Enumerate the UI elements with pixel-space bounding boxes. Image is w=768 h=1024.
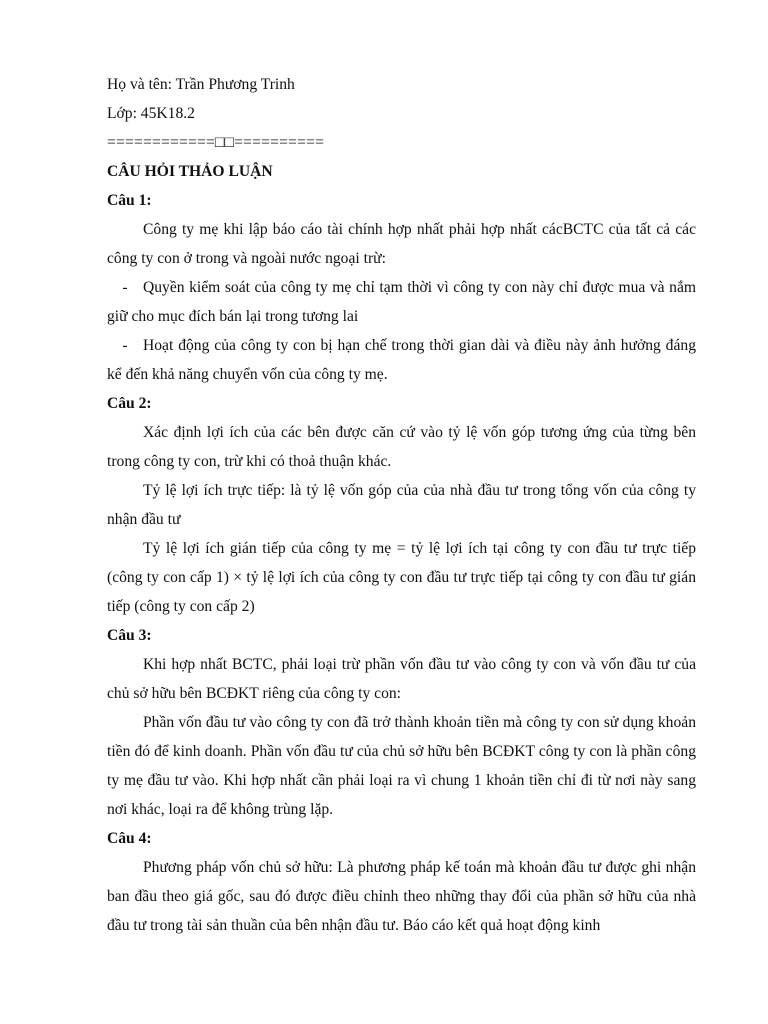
question-2-paragraph-1: Xác định lợi ích của các bên được căn cứ vào tỷ lệ vốn góp tương ứng của từng bên trong công ty con, trừ khi có thoả thuận khác. [107,424,696,470]
class-line: Lớp: 45K18.2 [107,105,195,122]
question-2-heading: Câu 2: [107,395,152,412]
bullet-1-text: Quyền kiểm soát của công ty mẹ chỉ tạm thời vì công ty con này chỉ được mua và nắm giữ cho mục đích bán lại trong tương lai [107,279,696,325]
bullet-dash: - [122,337,128,354]
question-2-paragraph-2: Tỷ lệ lợi ích trực tiếp: là tỷ lệ vốn góp của của nhà đầu tư trong tổng vốn của công ty nhận đầu tư [107,482,696,528]
student-name-line: Họ và tên: Trần Phương Trinh [107,76,295,93]
document-title: CÂU HỎI THẢO LUẬN [107,163,273,180]
question-1-heading: Câu 1: [107,192,152,209]
question-4-heading: Câu 4: [107,830,152,847]
separator-line: ============□□========== [107,134,325,151]
question-3-paragraph-2: Phần vốn đầu tư vào công ty con đã trở thành khoản tiền mà công ty con sử dụng khoản tiền đó để kinh doanh. Phần vốn đầu tư của chủ sở hữu bên BCĐKT công ty con là phần công ty mẹ đầu tư vào. Khi hợp nhất cần phải loại ra vì chung 1 khoản tiền chỉ đi từ nơi này sang nơi khác, loại ra để không trùng lặp. [107,714,696,818]
question-4-paragraph-1: Phương pháp vốn chủ sở hữu: Là phương pháp kế toán mà khoản đầu tư được ghi nhận ban đầu theo giá gốc, sau đó được điều chỉnh theo những thay đổi của phần sở hữu của nhà đầu tư trong tài sản thuần của bên nhận đầu tư. Báo cáo kết quả hoạt động kinh [107,859,696,934]
question-1-intro: Công ty mẹ khi lập báo cáo tài chính hợp nhất phải hợp nhất cácBCTC của tất cả các công ty con ở trong và ngoài nước ngoại trừ: [107,221,696,267]
bullet-2-text: Hoạt động của công ty con bị hạn chế trong thời gian dài và điều này ảnh hưởng đáng kể đến khả năng chuyển vốn của công ty mẹ. [107,337,696,383]
document-page [107,70,696,940]
question-1-bullet-1-text [107,273,696,331]
question-2-paragraph-3: Tỷ lệ lợi ích gián tiếp của công ty mẹ = tỷ lệ lợi ích tại công ty con đầu tư trực tiếp (công ty con cấp 1) × tỷ lệ lợi ích của công ty con đầu tư trực tiếp tại công ty con đầu tư gián tiếp (công ty con cấp 2) [107,540,696,615]
bullet-dash: - [122,279,128,296]
question-3-paragraph-1: Khi hợp nhất BCTC, phải loại trừ phần vốn đầu tư vào công ty con và vốn đầu tư của chủ sở hữu bên BCĐKT riêng của công ty con: [107,656,696,702]
question-1-bullet-2-text [107,331,696,389]
question-3-heading: Câu 3: [107,627,152,644]
